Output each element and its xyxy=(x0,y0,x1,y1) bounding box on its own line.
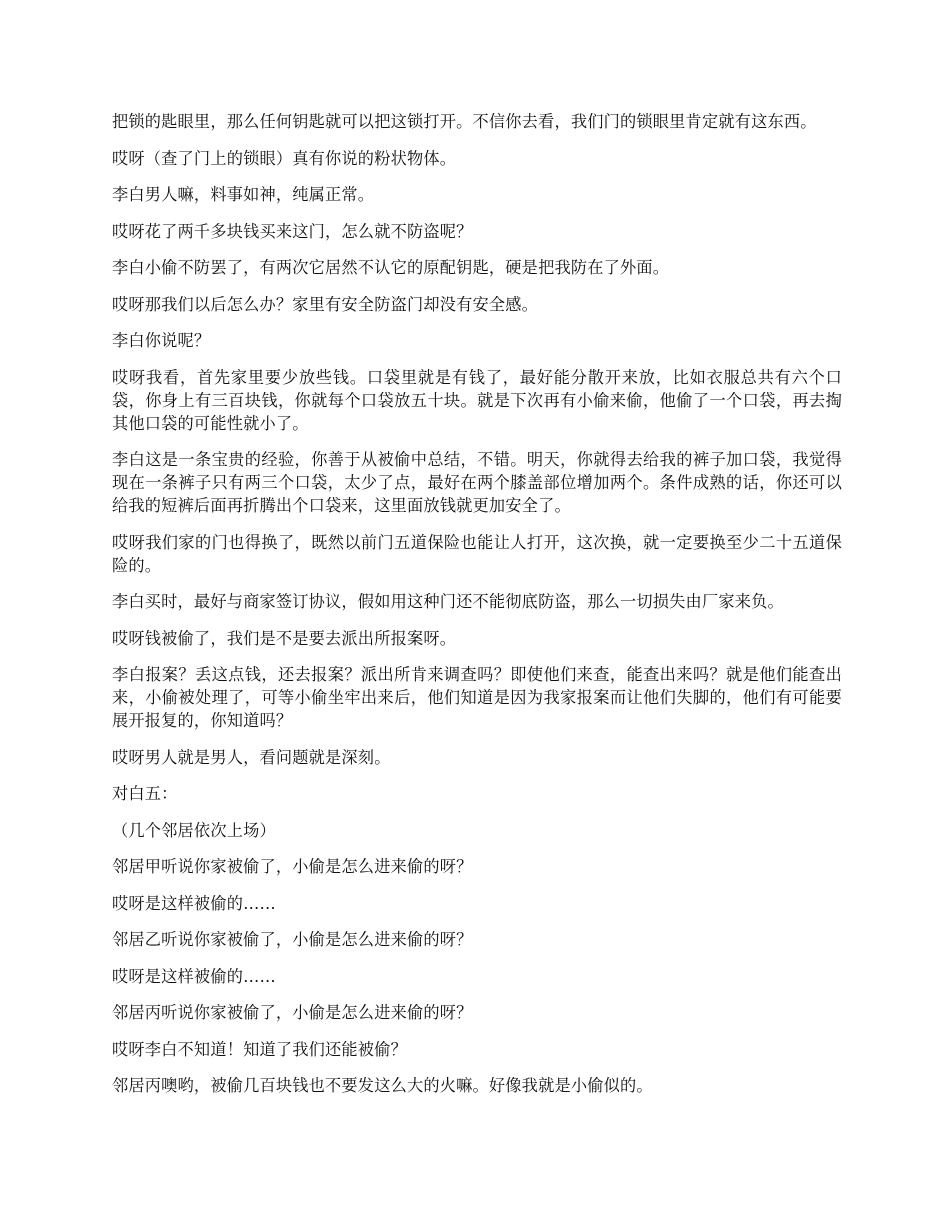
paragraph: 把锁的匙眼里，那么任何钥匙就可以把这锁打开。不信你去看，我们门的锁眼里肯定就有这东西。 xyxy=(112,112,817,131)
paragraph: 邻居乙听说你家被偷了，小偷是怎么进来偷的呀？ xyxy=(112,930,473,949)
paragraph: 哎呀李白不知道！知道了我们还能被偷？ xyxy=(112,1039,407,1059)
paragraph: 李白买时，最好与商家签订协议，假如用这种门还不能彻底防盗，那么一切损失由厂家来负。 xyxy=(112,592,784,611)
section-heading: 对白五： xyxy=(112,784,178,803)
document-body xyxy=(112,110,842,1111)
paragraph: 李白男人嘛，料事如神，纯属正常。 xyxy=(112,185,375,204)
paragraph: 哎呀是这样被偷的…… xyxy=(112,893,276,913)
paragraph: 哎呀是这样被偷的…… xyxy=(112,966,276,986)
paragraph: 李白你说呢？ xyxy=(112,331,211,350)
paragraph: 哎呀我看，首先家里要少放些钱。口袋里就是有钱了，最好能分散开来放，比如衣服总共有六个口袋，你身上有三百块钱，你就每个口袋放五十块。就是下次再有小偷来偷，他偷了一个口袋，再去掏其他口袋的可能性就小了。 xyxy=(112,367,842,433)
paragraph: 哎呀男人就是男人，看问题就是深刻。 xyxy=(112,747,391,767)
stage-direction: （几个邻居依次上场） xyxy=(112,820,276,840)
paragraph: 邻居甲听说你家被偷了，小偷是怎么进来偷的呀？ xyxy=(112,857,473,876)
paragraph: 李白小偷不防罢了，有两次它居然不认它的原配钥匙，硬是把我防在了外面。 xyxy=(112,258,670,277)
paragraph: 哎呀那我们以后怎么办？家里有安全防盗门却没有安全感。 xyxy=(112,294,539,314)
paragraph: 哎呀我们家的门也得换了，既然以前门五道保险也能让人打开，这次换，就一定要换至少二十五道保险的。 xyxy=(112,532,842,575)
paragraph: 哎呀（查了门上的锁眼）真有你说的粉状物体。 xyxy=(112,148,457,168)
paragraph: 邻居丙噢哟，被偷几百块钱也不要发这么大的火嘛。好像我就是小偷似的。 xyxy=(112,1076,653,1095)
paragraph: 哎呀花了两千多块钱买来这门，怎么就不防盗呢？ xyxy=(112,221,473,241)
paragraph: 哎呀钱被偷了，我们是不是要去派出所报案呀。 xyxy=(112,628,457,648)
paragraph: 邻居丙听说你家被偷了，小偷是怎么进来偷的呀？ xyxy=(112,1003,473,1022)
paragraph: 李白这是一条宝贵的经验，你善于从被偷中总结，不错。明天，你就得去给我的裤子加口袋，我觉得现在一条裤子只有两三个口袋，太少了点，最好在两个膝盖部位增加两个。条件成熟的话，你还可以给我的短裤后面再折腾出个口袋来，这里面放钱就更加安全了。 xyxy=(112,450,842,515)
paragraph: 李白报案？丢这点钱，还去报案？派出所肯来调查吗？即使他们来查，能查出来吗？就是他们能查出来，小偷被处理了，可等小偷坐牢出来后，他们知道是因为我家报案而让他们失脚的，他们有可能要展开报复的，你知道吗？ xyxy=(112,665,842,730)
